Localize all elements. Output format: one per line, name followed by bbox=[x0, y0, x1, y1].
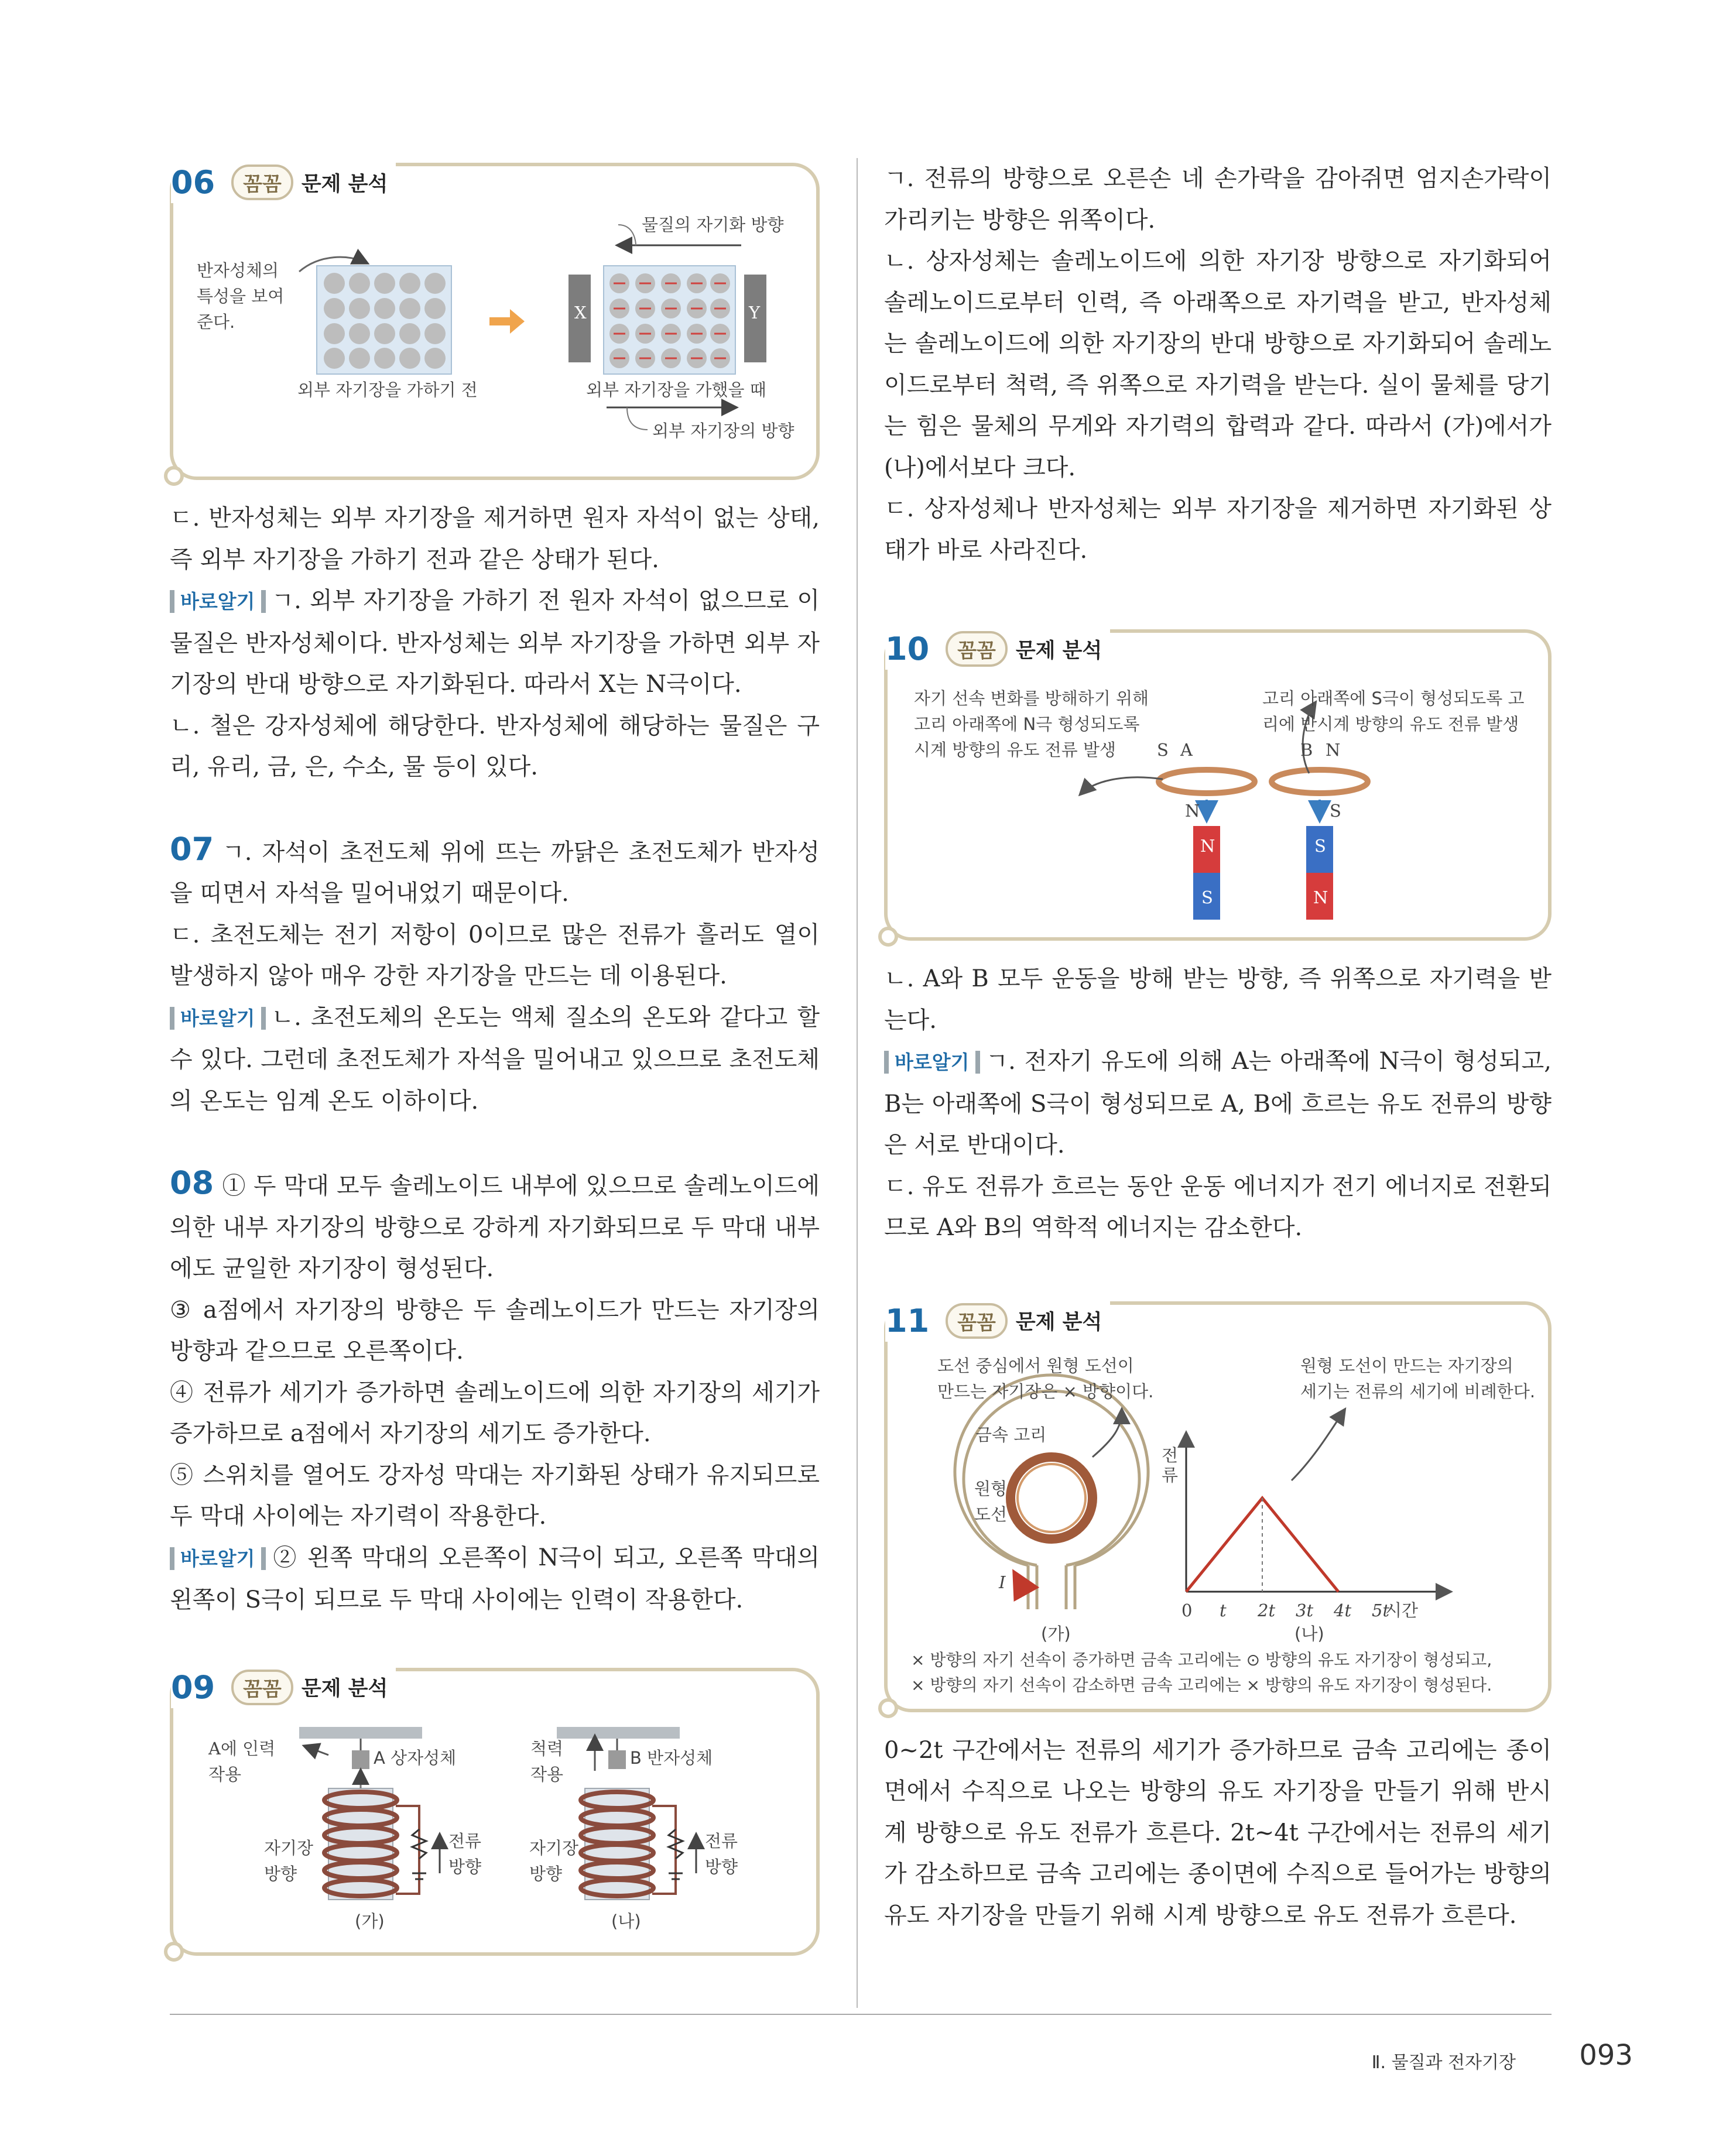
note-line: 고리 아래쪽에 N극 형성되도록 bbox=[914, 714, 1140, 734]
footer-chapter: Ⅱ. 물질과 전자기장 bbox=[1371, 2052, 1516, 2073]
label-line: 도선 bbox=[974, 1504, 1008, 1524]
q11-ga: (가) bbox=[1041, 1623, 1071, 1644]
q10-para3: ㄷ. 유도 전류가 흐르는 동안 운동 에너지가 전기 에너지로 전환되므로 A와 B의 역학적 에너지는 감소한다. bbox=[884, 1173, 1552, 1241]
q10-n2: N bbox=[1326, 740, 1341, 760]
q08-para5-text: ② 왼쪽 막대의 오른쪽이 N극이 되고, 오른쪽 막대의 왼쪽이 S극이 되므로 두 막대 사이에는 인력이 작용한다. bbox=[170, 1544, 820, 1613]
q09-title: 문제 분석 bbox=[301, 1677, 388, 1701]
note-line: 리에 반시계 방향의 유도 전류 발생 bbox=[1262, 714, 1519, 734]
note-line: 고리 아래쪽에 S극이 형성되도록 고 bbox=[1262, 688, 1525, 708]
label-line: 방향 bbox=[264, 1863, 297, 1884]
q11-x-tick: 3t bbox=[1296, 1600, 1314, 1620]
q09-b-field bbox=[529, 1835, 578, 1887]
q09-a-field bbox=[264, 1835, 313, 1887]
q09-b-label: B 반자성체 bbox=[630, 1747, 713, 1768]
footer-page-number: 093 bbox=[1579, 2039, 1633, 2072]
q09-a-force bbox=[208, 1736, 275, 1787]
note-line: 준다. bbox=[197, 312, 235, 332]
q06-after-label: 외부 자기장을 가했을 때 bbox=[586, 380, 766, 400]
q08-para4: ⑤ 스위치를 열어도 강자성 막대는 자기화된 상태가 유지되므로 두 막대 사이에는 자기력이 작용한다. bbox=[170, 1461, 820, 1530]
q09-right-para1: ㄱ. 전류의 방향으로 오른손 네 손가락을 감아쥐면 엄지손가락이 가리키는 방향은 위쪽이다. bbox=[884, 165, 1552, 234]
note-line: 원형 도선이 만드는 자기장의 bbox=[1300, 1355, 1513, 1376]
q06-figure bbox=[173, 166, 816, 477]
note-line: 도선 중심에서 원형 도선이 bbox=[937, 1355, 1134, 1376]
q10-b: B bbox=[1300, 740, 1313, 760]
q10-title: 문제 분석 bbox=[1015, 639, 1102, 663]
q10-para1: ㄴ. A와 B 모두 운동을 방해 받는 방향, 즉 위쪽으로 자기력을 받는다. bbox=[884, 965, 1552, 1034]
q06-top-label: 물질의 자기화 방향 bbox=[642, 215, 784, 235]
q09-na: (나) bbox=[611, 1911, 641, 1931]
q10-n1: N bbox=[1185, 801, 1200, 821]
label-line: 전류 bbox=[705, 1831, 738, 1851]
q10-analysis-box bbox=[884, 629, 1552, 941]
q09-b-current bbox=[705, 1828, 738, 1880]
q06-number: 06 bbox=[171, 164, 215, 201]
q09-a-label: A 상자성체 bbox=[374, 1747, 457, 1768]
q11-wire-label bbox=[974, 1476, 1007, 1527]
q10-s2: S bbox=[1330, 801, 1341, 821]
q07-number: 07 bbox=[170, 830, 214, 868]
label-line: 전류 bbox=[448, 1831, 482, 1851]
q10-para2 bbox=[884, 1041, 1552, 1166]
label-line: 방향 bbox=[705, 1856, 738, 1877]
q06-title: 문제 분석 bbox=[301, 172, 388, 196]
q11-analysis-box bbox=[884, 1301, 1552, 1712]
q11-x-label: 시간 bbox=[1385, 1600, 1419, 1620]
label-line: 작용 bbox=[208, 1764, 242, 1784]
q09-number: 09 bbox=[171, 1668, 215, 1706]
q11-i-label: I bbox=[999, 1572, 1006, 1592]
q07-para3 bbox=[170, 997, 820, 1122]
q10-diagram bbox=[888, 633, 1549, 937]
bottom-rule bbox=[170, 2014, 1552, 2015]
q09-tag: 꼼꼼 bbox=[231, 1670, 293, 1705]
q11-right-note bbox=[1300, 1353, 1535, 1404]
q11-x-tick: 2t bbox=[1258, 1600, 1276, 1620]
note-line: 특성을 보여 bbox=[197, 286, 285, 306]
q07-para3-text: ㄴ. 초전도체의 온도는 액체 질소의 온도와 같다고 할 수 있다. 그런데 초전도체가 자석을 밀어내고 있으므로 초전도체의 온도는 임계 온도 이하이다. bbox=[170, 1003, 820, 1115]
q07-para2: ㄷ. 초전도체는 전기 저항이 0이므로 많은 전류가 흘러도 열이 발생하지 않아 매우 강한 자기장을 만드는 데 이용된다. bbox=[170, 921, 820, 989]
label-line: 자기장 bbox=[529, 1838, 579, 1858]
q09-analysis-box bbox=[170, 1668, 820, 1956]
q10-number: 10 bbox=[885, 630, 930, 667]
q11-para1: 0~2t 구간에서는 전류의 세기가 증가하므로 금속 고리에는 종이면에서 수직으로 나오는 방향의 유도 자기장을 만들기 위해 반시계 방향으로 유도 전류가 흐른다. 2t~4t 구간에서는 전류의 세기가 감소하므로 금속 고리에는 종이면에 수직으로 들어가는 방향의 유도 자기장을 만들기 위해 시계 방향으로 유도 전류가 흐른다. bbox=[884, 1736, 1552, 1929]
baro-label: 바로알기 bbox=[170, 1007, 266, 1030]
q11-tag: 꼼꼼 bbox=[946, 1303, 1008, 1339]
q08-para1-text: ① 두 막대 모두 솔레노이드 내부에 있으므로 솔레노이드에 의한 내부 자기장의 방향으로 강하게 자기화되므로 두 막대 내부에도 균일한 자기장이 형성된다. bbox=[170, 1173, 820, 1282]
label-line: A에 인력 bbox=[208, 1738, 276, 1759]
q09-b-force bbox=[530, 1736, 563, 1787]
q06-before-label: 외부 자기장을 가하기 전 bbox=[297, 380, 478, 400]
note-line: 세기는 전류의 세기에 비례한다. bbox=[1300, 1381, 1536, 1401]
q11-x-tick: 5t bbox=[1372, 1600, 1390, 1620]
q11-x-tick: 0 bbox=[1181, 1600, 1193, 1620]
q10-mag1-bot: S bbox=[1201, 887, 1213, 907]
q08-para5 bbox=[170, 1537, 820, 1621]
q07-para1 bbox=[170, 829, 820, 914]
label-line: 원형 bbox=[974, 1478, 1008, 1499]
column-divider bbox=[857, 158, 858, 2008]
q11-title: 문제 분석 bbox=[1015, 1311, 1102, 1334]
q06-y-label: Y bbox=[749, 303, 761, 323]
note-line: 시계 방향의 유도 전류 발생 bbox=[914, 740, 1116, 760]
q10-right-note bbox=[1262, 685, 1524, 737]
q06-tag: 꼼꼼 bbox=[231, 164, 293, 200]
q08-para1 bbox=[170, 1163, 820, 1290]
q10-s1: S bbox=[1157, 740, 1169, 760]
q11-y-label: 전류 bbox=[1162, 1445, 1179, 1485]
note-line: 반자성체의 bbox=[197, 260, 279, 280]
baro-label: 바로알기 bbox=[170, 1547, 266, 1570]
q09-a-current bbox=[448, 1828, 481, 1880]
q11-number: 11 bbox=[885, 1302, 930, 1339]
note-line: 자기 선속 변화를 방해하기 위해 bbox=[914, 688, 1149, 708]
q10-mag1-top: N bbox=[1200, 836, 1215, 856]
q11-na: (나) bbox=[1294, 1623, 1324, 1644]
q06-para2-text: ㄱ. 외부 자기장을 가하기 전 원자 자석이 없으므로 이 물질은 반자성체이다. 반자성체는 외부 자기장을 가하면 외부 자기장의 반대 방향으로 자기화된다. 따라서 X는 N극이다. bbox=[170, 587, 820, 698]
q09-diagram bbox=[171, 1668, 817, 1952]
q09-right-para3: ㄷ. 상자성체나 반자성체는 외부 자기장을 제거하면 자기화된 상태가 바로 사라진다. bbox=[884, 495, 1552, 564]
q10-a: A bbox=[1180, 740, 1193, 760]
q06-para2 bbox=[170, 580, 820, 705]
q06-analysis-box bbox=[170, 163, 820, 480]
q11-x-tick: 4t bbox=[1334, 1600, 1352, 1620]
q09-ga: (가) bbox=[355, 1911, 385, 1931]
q09-right-para2: ㄴ. 상자성체는 솔레노이드에 의한 자기장 방향으로 자기화되어 솔레노이드로부터 인력, 즉 아래쪽으로 자기력을 받고, 반자성체는 솔레노이드에 의한 자기장의 반대 방향으로 자기화되어 솔레노이드로부터 척력, 즉 위쪽으로 자기력을 받는다. 실이 물체를 당기는 힘은 물체의 무게와 자기력의 합력과 같다. 따라서 (가)에서가 (나)에서보다 크다. bbox=[884, 248, 1552, 481]
q11-note1: × 방향의 자기 선속이 증가하면 금속 고리에는 ⊙ 방향의 유도 자기장이 형성되고, bbox=[911, 1650, 1492, 1670]
q06-bottom-label: 외부 자기장의 방향 bbox=[652, 421, 794, 441]
q11-note2: × 방향의 자기 선속이 감소하면 금속 고리에는 × 방향의 유도 자기장이 형성된다. bbox=[911, 1675, 1492, 1695]
q10-mag2-top: S bbox=[1314, 836, 1326, 856]
q11-left-note bbox=[937, 1353, 1153, 1404]
q10-tag: 꼼꼼 bbox=[946, 631, 1008, 667]
label-line: 작용 bbox=[530, 1764, 564, 1784]
label-line: 방향 bbox=[448, 1856, 482, 1877]
label-line: 척력 bbox=[530, 1738, 564, 1759]
q07-para1-text: ㄱ. 자석이 초전도체 위에 뜨는 까닭은 초전도체가 반자성을 띠면서 자석을 밀어내었기 때문이다. bbox=[170, 838, 820, 907]
q08-para3: ④ 전류가 세기가 증가하면 솔레노이드에 의한 자기장의 세기가 증가하므로 a점에서 자기장의 세기도 증가한다. bbox=[170, 1379, 820, 1447]
left-column bbox=[170, 158, 820, 1956]
q06-para1: ㄷ. 반자성체는 외부 자기장을 제거하면 원자 자석이 없는 상태, 즉 외부 자기장을 가하기 전과 같은 상태가 된다. bbox=[170, 505, 820, 573]
label-line: 방향 bbox=[529, 1863, 563, 1884]
q08-para2: ③ a점에서 자기장의 방향은 두 솔레노이드가 만드는 자기장의 방향과 같으므로 오른쪽이다. bbox=[170, 1296, 820, 1365]
q11-ring-label: 금속 고리 bbox=[975, 1424, 1047, 1445]
label-line: 자기장 bbox=[264, 1838, 314, 1858]
q10-para2-text: ㄱ. 전자기 유도에 의해 A는 아래쪽에 N극이 형성되고, B는 아래쪽에 S극이 형성되므로 A, B에 흐르는 유도 전류의 방향은 서로 반대이다. bbox=[884, 1048, 1552, 1158]
q10-left-note bbox=[914, 685, 1149, 763]
q06-para3: ㄴ. 철은 강자성체에 해당한다. 반자성체에 해당하는 물질은 구리, 유리, 금, 은, 수소, 물 등이 있다. bbox=[170, 712, 820, 780]
q10-mag2-bot: N bbox=[1313, 887, 1328, 907]
baro-label: 바로알기 bbox=[884, 1051, 980, 1074]
q11-x-tick: t bbox=[1220, 1600, 1227, 1620]
baro-label: 바로알기 bbox=[170, 590, 266, 613]
q08-number: 08 bbox=[170, 1164, 214, 1201]
q06-x-label: X bbox=[574, 303, 587, 323]
right-column bbox=[884, 158, 1552, 1936]
note-line: 만드는 자기장은 × 방향이다. bbox=[937, 1381, 1154, 1401]
